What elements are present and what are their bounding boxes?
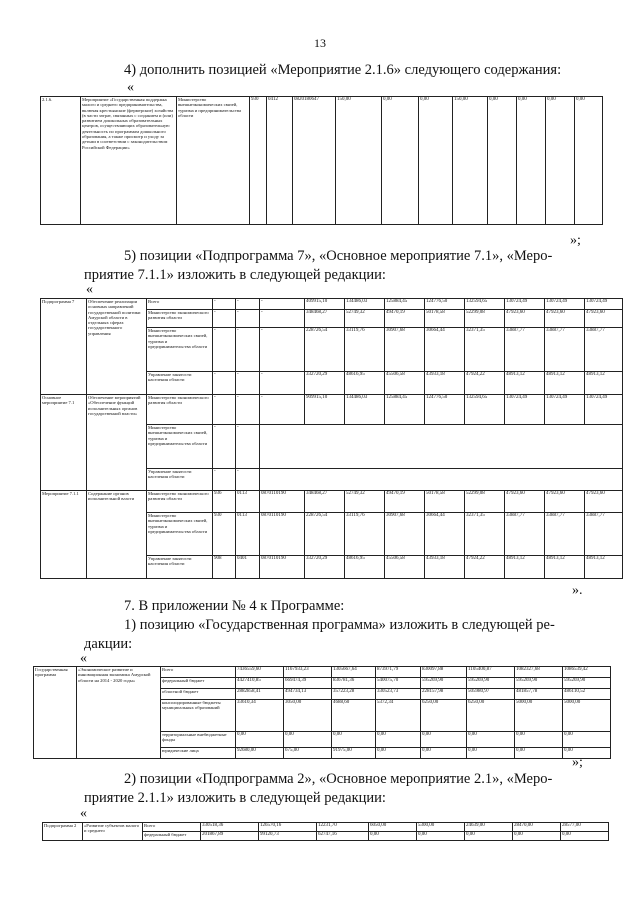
section-7-sub-line1: 1) позицию «Государственная программа» изложить в следующей ре- (124, 617, 555, 633)
table-cell: 33887,77 (505, 328, 545, 372)
table-cell: 348468,27 (305, 491, 345, 513)
table-cell: 12231,70 (317, 823, 369, 832)
table-cell: 134486,03 (345, 395, 385, 425)
table-cell: 540075,70 (376, 678, 421, 689)
table-cell: Всего (161, 667, 236, 678)
table-cell: 0,00 (332, 732, 376, 748)
table-cell: Министерство внешнеэкономических связей, туризма и предпринимательства области (147, 328, 213, 372)
table-cell: 125884,45 (385, 299, 425, 310)
table-cell: Министерство экономического развития области (147, 310, 213, 328)
table-cell: 1167933,23 (284, 667, 332, 678)
table-cell: 48913,12 (505, 556, 545, 579)
table-cell: 1086539,42 (563, 667, 611, 678)
table-cell: 5000,00 (563, 700, 611, 732)
section-5-close-quote: ». (572, 583, 583, 598)
state-program-table (33, 666, 611, 759)
table-cell: 33610,34 (236, 700, 284, 732)
table-cell: 7436559,60 (236, 667, 284, 678)
row-name: Обеспечение мероприятий «Обеспечение функций исполнительных органов государственной власти» (87, 395, 147, 491)
table-cell: 0820180647 (293, 97, 336, 225)
measure-2-1-6-table (40, 96, 603, 225)
table-cell: - (260, 310, 305, 328)
table-cell: территориальные внебюджетные фонды (161, 732, 236, 748)
table-cell: 30664,44 (425, 513, 465, 556)
table-cell: - (260, 395, 305, 425)
table-cell: 0,00 (236, 732, 284, 748)
table-cell: федеральный бюджет (143, 832, 201, 841)
table-cell: 126570,16 (259, 823, 317, 832)
table-cell: 0113 (236, 491, 260, 513)
table-cell: 330523,73 (376, 689, 421, 700)
table-cell-empty (260, 425, 623, 469)
table-cell: 2.1.6. (41, 97, 81, 225)
table-cell: 91975,00 (332, 748, 376, 759)
row-code: Государственная программа (34, 667, 77, 759)
table-cell: 45506,58 (385, 556, 425, 579)
table-cell: 0,00 (382, 97, 419, 225)
table-row (41, 491, 623, 513)
table-cell: 30664,44 (425, 328, 465, 372)
table-cell: 43933,18 (425, 556, 465, 579)
table-cell: 125884,45 (385, 395, 425, 425)
table-cell: Министерство экономического развития области (147, 395, 213, 425)
table-cell: 48913,12 (545, 372, 585, 395)
table-cell: 150,00 (453, 97, 488, 225)
table-cell: 33119,76 (345, 513, 385, 556)
row-name: Содержание органов исполнительной власти (87, 491, 147, 579)
table-cell: - (213, 310, 236, 328)
table-cell: 48913,12 (585, 556, 623, 579)
table-cell: 50178,58 (425, 310, 465, 328)
table-cell: 830097,88 (421, 667, 467, 678)
table-cell: 47923,60 (505, 310, 545, 328)
table-cell: 669474,39 (284, 678, 332, 689)
table-cell: 47923,60 (545, 310, 585, 328)
page-number: 13 (314, 36, 326, 50)
table-cell: 6050,00 (369, 823, 417, 832)
table-cell: 30907,68 (385, 513, 425, 556)
table-cell: 1305667,64 (332, 667, 376, 678)
section-7-heading: 7. В приложении № 4 к Программе: (124, 598, 345, 614)
table-cell: областной бюджет (161, 689, 236, 700)
section-7-2-heading-line2: приятие 2.1.1» изложить в следующей редакции: (84, 790, 386, 806)
section-4-heading: 4) дополнить позицией «Мероприятие 2.1.6» следующего содержания: (124, 62, 562, 78)
table-cell: - (236, 469, 260, 491)
table-cell: 595269,90 (421, 678, 467, 689)
table-cell: 52299,08 (465, 491, 505, 513)
table-cell: 5000,00 (515, 700, 563, 732)
table-cell: 0,00 (467, 748, 515, 759)
table-cell: 332720,29 (305, 556, 345, 579)
table-cell: 0,00 (376, 748, 421, 759)
table-cell: 24639,00 (465, 823, 513, 832)
table-cell: 43933,18 (425, 372, 465, 395)
table-cell: 0,00 (369, 832, 417, 841)
table-row (34, 667, 611, 678)
table-cell: 47923,60 (545, 491, 585, 513)
section-4-close-quote: »; (570, 233, 581, 248)
table-cell: 130724,49 (545, 395, 585, 425)
table-row (43, 823, 609, 832)
table-cell: - (236, 310, 260, 328)
row-code: Подпрограмма 7 (41, 299, 87, 395)
table-cell: - (213, 299, 236, 310)
table-cell: 52749,32 (345, 310, 385, 328)
table-cell: - (236, 299, 260, 310)
table-cell: 124776,50 (425, 395, 465, 425)
table-cell: 0113 (236, 513, 260, 556)
table-cell: 92680,00 (236, 748, 284, 759)
table-cell: 134486,03 (345, 299, 385, 310)
table-cell: 228726,54 (305, 328, 345, 372)
table-cell: 0,00 (376, 732, 421, 748)
row-name: Обеспечение реализации основных направлений государственной политики Амурской области в отдельных сферах государственного управления (87, 299, 147, 395)
table-cell: 873971,79 (376, 667, 421, 678)
table-cell: 936 (213, 491, 236, 513)
table-cell: 675,00 (284, 748, 332, 759)
table-cell: Управление занятости населения области (147, 556, 213, 579)
table-cell: Всего (143, 823, 201, 832)
table-cell: - (260, 328, 305, 372)
table-cell: Управление занятости населения области (147, 372, 213, 395)
table-cell: 48616,95 (345, 372, 385, 395)
table-cell: 47923,60 (585, 310, 623, 328)
table-cell: 2882858,41 (236, 689, 284, 700)
table-cell: 0,00 (465, 832, 513, 841)
table-cell: 45506,58 (385, 372, 425, 395)
table-cell: 1082327,68 (515, 667, 563, 678)
table-cell: 48616,95 (345, 556, 385, 579)
table-cell: 132594,65 (465, 395, 505, 425)
table-cell: 52749,32 (345, 491, 385, 513)
table-cell: 5372,34 (376, 700, 421, 732)
table-cell: 409915,10 (305, 299, 345, 310)
table-cell: 201867,89 (201, 832, 259, 841)
table-cell: 595269,90 (563, 678, 611, 689)
table-cell: 0,00 (515, 748, 563, 759)
table-cell: 228726,54 (305, 513, 345, 556)
table-cell: Министерство внешнеэкономических связей, туризма и предпринимательства области (147, 425, 213, 469)
table-cell: 0870110190 (260, 556, 305, 579)
table-cell: 47924,22 (465, 556, 505, 579)
table-cell: 1105400,87 (467, 667, 515, 678)
table-cell: 0,00 (421, 732, 467, 748)
table-cell: 332720,29 (305, 372, 345, 395)
table-row (41, 299, 623, 310)
row-name: «Развитие субъектов малого и среднего (83, 823, 143, 841)
table-cell: - (213, 425, 236, 469)
table-cell: - (236, 372, 260, 395)
table-cell: 52299,08 (465, 310, 505, 328)
table-cell: 48913,12 (585, 372, 623, 395)
table-cell: 0,00 (513, 832, 561, 841)
section-5-heading-line1: 5) позиции «Подпрограмма 7», «Основное мероприятие 7.1», «Меро- (124, 248, 553, 264)
table-cell: 595269,90 (515, 678, 563, 689)
section-7-sub-line2: дакции: (84, 636, 133, 652)
table-cell: 486110,52 (563, 689, 611, 700)
table-cell: 150,00 (336, 97, 382, 225)
table-cell: - (236, 395, 260, 425)
table-cell: - (260, 299, 305, 310)
table-cell: 50178,58 (425, 491, 465, 513)
table-cell: 28577,00 (561, 823, 609, 832)
table-cell: 909915,10 (305, 395, 345, 425)
table-cell: Министерство экономического развития области (147, 491, 213, 513)
section-7-close-quote: »; (572, 755, 583, 770)
table-cell: 0,00 (575, 97, 603, 225)
table-cell: 28470,00 (513, 823, 561, 832)
table-cell: 0,00 (515, 732, 563, 748)
subprogram-7-table (40, 298, 623, 579)
section-4-open-quote: « (127, 80, 134, 95)
table-cell: 32371,35 (465, 328, 505, 372)
table-cell: 0,00 (417, 832, 465, 841)
table-cell: 62747,16 (317, 832, 369, 841)
table-cell: 0,00 (419, 97, 453, 225)
table-cell: 3050,00 (284, 700, 332, 732)
table-cell: 0,00 (488, 97, 517, 225)
table-cell: 48913,12 (505, 372, 545, 395)
table-cell: 124776,50 (425, 299, 465, 310)
table-cell: 30907,68 (385, 328, 425, 372)
table-cell-empty (260, 469, 623, 491)
table-cell: 33887,77 (545, 328, 585, 372)
table-cell: 357223,28 (332, 689, 376, 700)
table-cell: 33887,77 (505, 513, 545, 556)
table-cell: 33887,77 (585, 328, 623, 372)
table-cell: 348468,27 (305, 310, 345, 328)
table-cell: - (213, 328, 236, 372)
section-7-2-open-quote: « (80, 806, 87, 821)
section-5-heading-line2: приятие 7.1.1» изложить в следующей редакции: (84, 267, 386, 283)
table-cell: - (236, 425, 260, 469)
table-cell: 33119,76 (345, 328, 385, 372)
table-cell: 49470,19 (385, 310, 425, 328)
table-cell: 33887,77 (585, 513, 623, 556)
table-cell: 130724,49 (545, 299, 585, 310)
table-cell: 595269,90 (467, 678, 515, 689)
table-cell: 6250,00 (467, 700, 515, 732)
table-cell: 0,00 (563, 748, 611, 759)
table-cell: юридические лица (161, 748, 236, 759)
table-cell: 4427410,85 (236, 678, 284, 689)
table-cell: 0,00 (421, 748, 467, 759)
table-cell: 49470,19 (385, 491, 425, 513)
table-cell: 47924,22 (465, 372, 505, 395)
table-cell: - (213, 372, 236, 395)
table-cell: 330518,36 (201, 823, 259, 832)
table-cell: Министерство внешнеэкономических связей, туризма и предпринимательства области (147, 513, 213, 556)
table-cell: 505980,97 (467, 689, 515, 700)
table-cell: 0870110190 (260, 513, 305, 556)
table-cell: 0412 (267, 97, 293, 225)
table-cell: 130724,49 (585, 299, 623, 310)
section-7-open-quote: « (80, 651, 87, 666)
table-cell: 99120,73 (259, 832, 317, 841)
table-cell: 930 (213, 513, 236, 556)
table-cell: 5300,00 (417, 823, 465, 832)
table-cell: 0870110190 (260, 491, 305, 513)
section-5-open-quote: « (86, 282, 93, 297)
table-cell: 908 (213, 556, 236, 579)
table-cell: 0,00 (546, 97, 575, 225)
row-code: Подпрограмма 2 (43, 823, 83, 841)
table-cell: 6250,00 (421, 700, 467, 732)
table-cell: 0,00 (561, 832, 609, 841)
table-cell: 130724,49 (585, 395, 623, 425)
table-cell: 47923,60 (585, 491, 623, 513)
table-cell: 0401 (236, 556, 260, 579)
table-cell: 0,00 (517, 97, 546, 225)
table-cell: Мероприятие «Государственная поддержка малого и среднего предпринимательства, включая крестьянские (фермерские) хозяйства (в части затрат, связанных с созданием и (или) развитием дошкольных образовательных центров, осуществляющих образовательную деятельность по программам дошкольного образования, а также присмотр и уходу за детьми в соответствии с законодательством Российской Федерации» (81, 97, 177, 225)
table-cell: 0,00 (284, 732, 332, 748)
table-cell: - (213, 469, 236, 491)
table-cell: 930 (250, 97, 267, 225)
table-cell: 48913,12 (545, 556, 585, 579)
table-cell: консолидированные бюджеты муниципальных образований (161, 700, 236, 732)
table-row (41, 395, 623, 425)
table-cell: 32371,35 (465, 513, 505, 556)
table-cell: 0,00 (467, 732, 515, 748)
table-cell: федеральный бюджет (161, 678, 236, 689)
table-cell: 47923,60 (505, 491, 545, 513)
table-cell: 836781,36 (332, 678, 376, 689)
table-cell: - (236, 328, 260, 372)
table-cell: 481857,78 (515, 689, 563, 700)
table-cell: Министерство внешнеэкономических связей, туризма и предпринимательства области (177, 97, 250, 225)
table-row (41, 97, 603, 225)
table-cell: - (213, 395, 236, 425)
table-cell: 132594,65 (465, 299, 505, 310)
subprogram-2-table (42, 822, 609, 841)
table-cell: 494734,13 (284, 689, 332, 700)
table-cell: 33887,77 (545, 513, 585, 556)
row-code: Мероприятие 7.1.1 (41, 491, 87, 579)
row-code: Основное мероприятие 7.1 (41, 395, 87, 491)
table-cell: Управление занятости населения области (147, 469, 213, 491)
table-cell: Всего (147, 299, 213, 310)
table-cell: 4688,60 (332, 700, 376, 732)
section-7-2-heading-line1: 2) позиции «Подпрограмма 2», «Основное мероприятие 2.1», «Меро- (124, 771, 553, 787)
table-cell: 228157,98 (421, 689, 467, 700)
row-name: «Экономическое развитие и инновационная экономика Амурской области на 2014 - 2020 годы» (77, 667, 161, 759)
table-cell: 130724,49 (505, 299, 545, 310)
table-cell: 130724,49 (505, 395, 545, 425)
table-cell: 0,00 (563, 732, 611, 748)
table-cell: - (260, 372, 305, 395)
